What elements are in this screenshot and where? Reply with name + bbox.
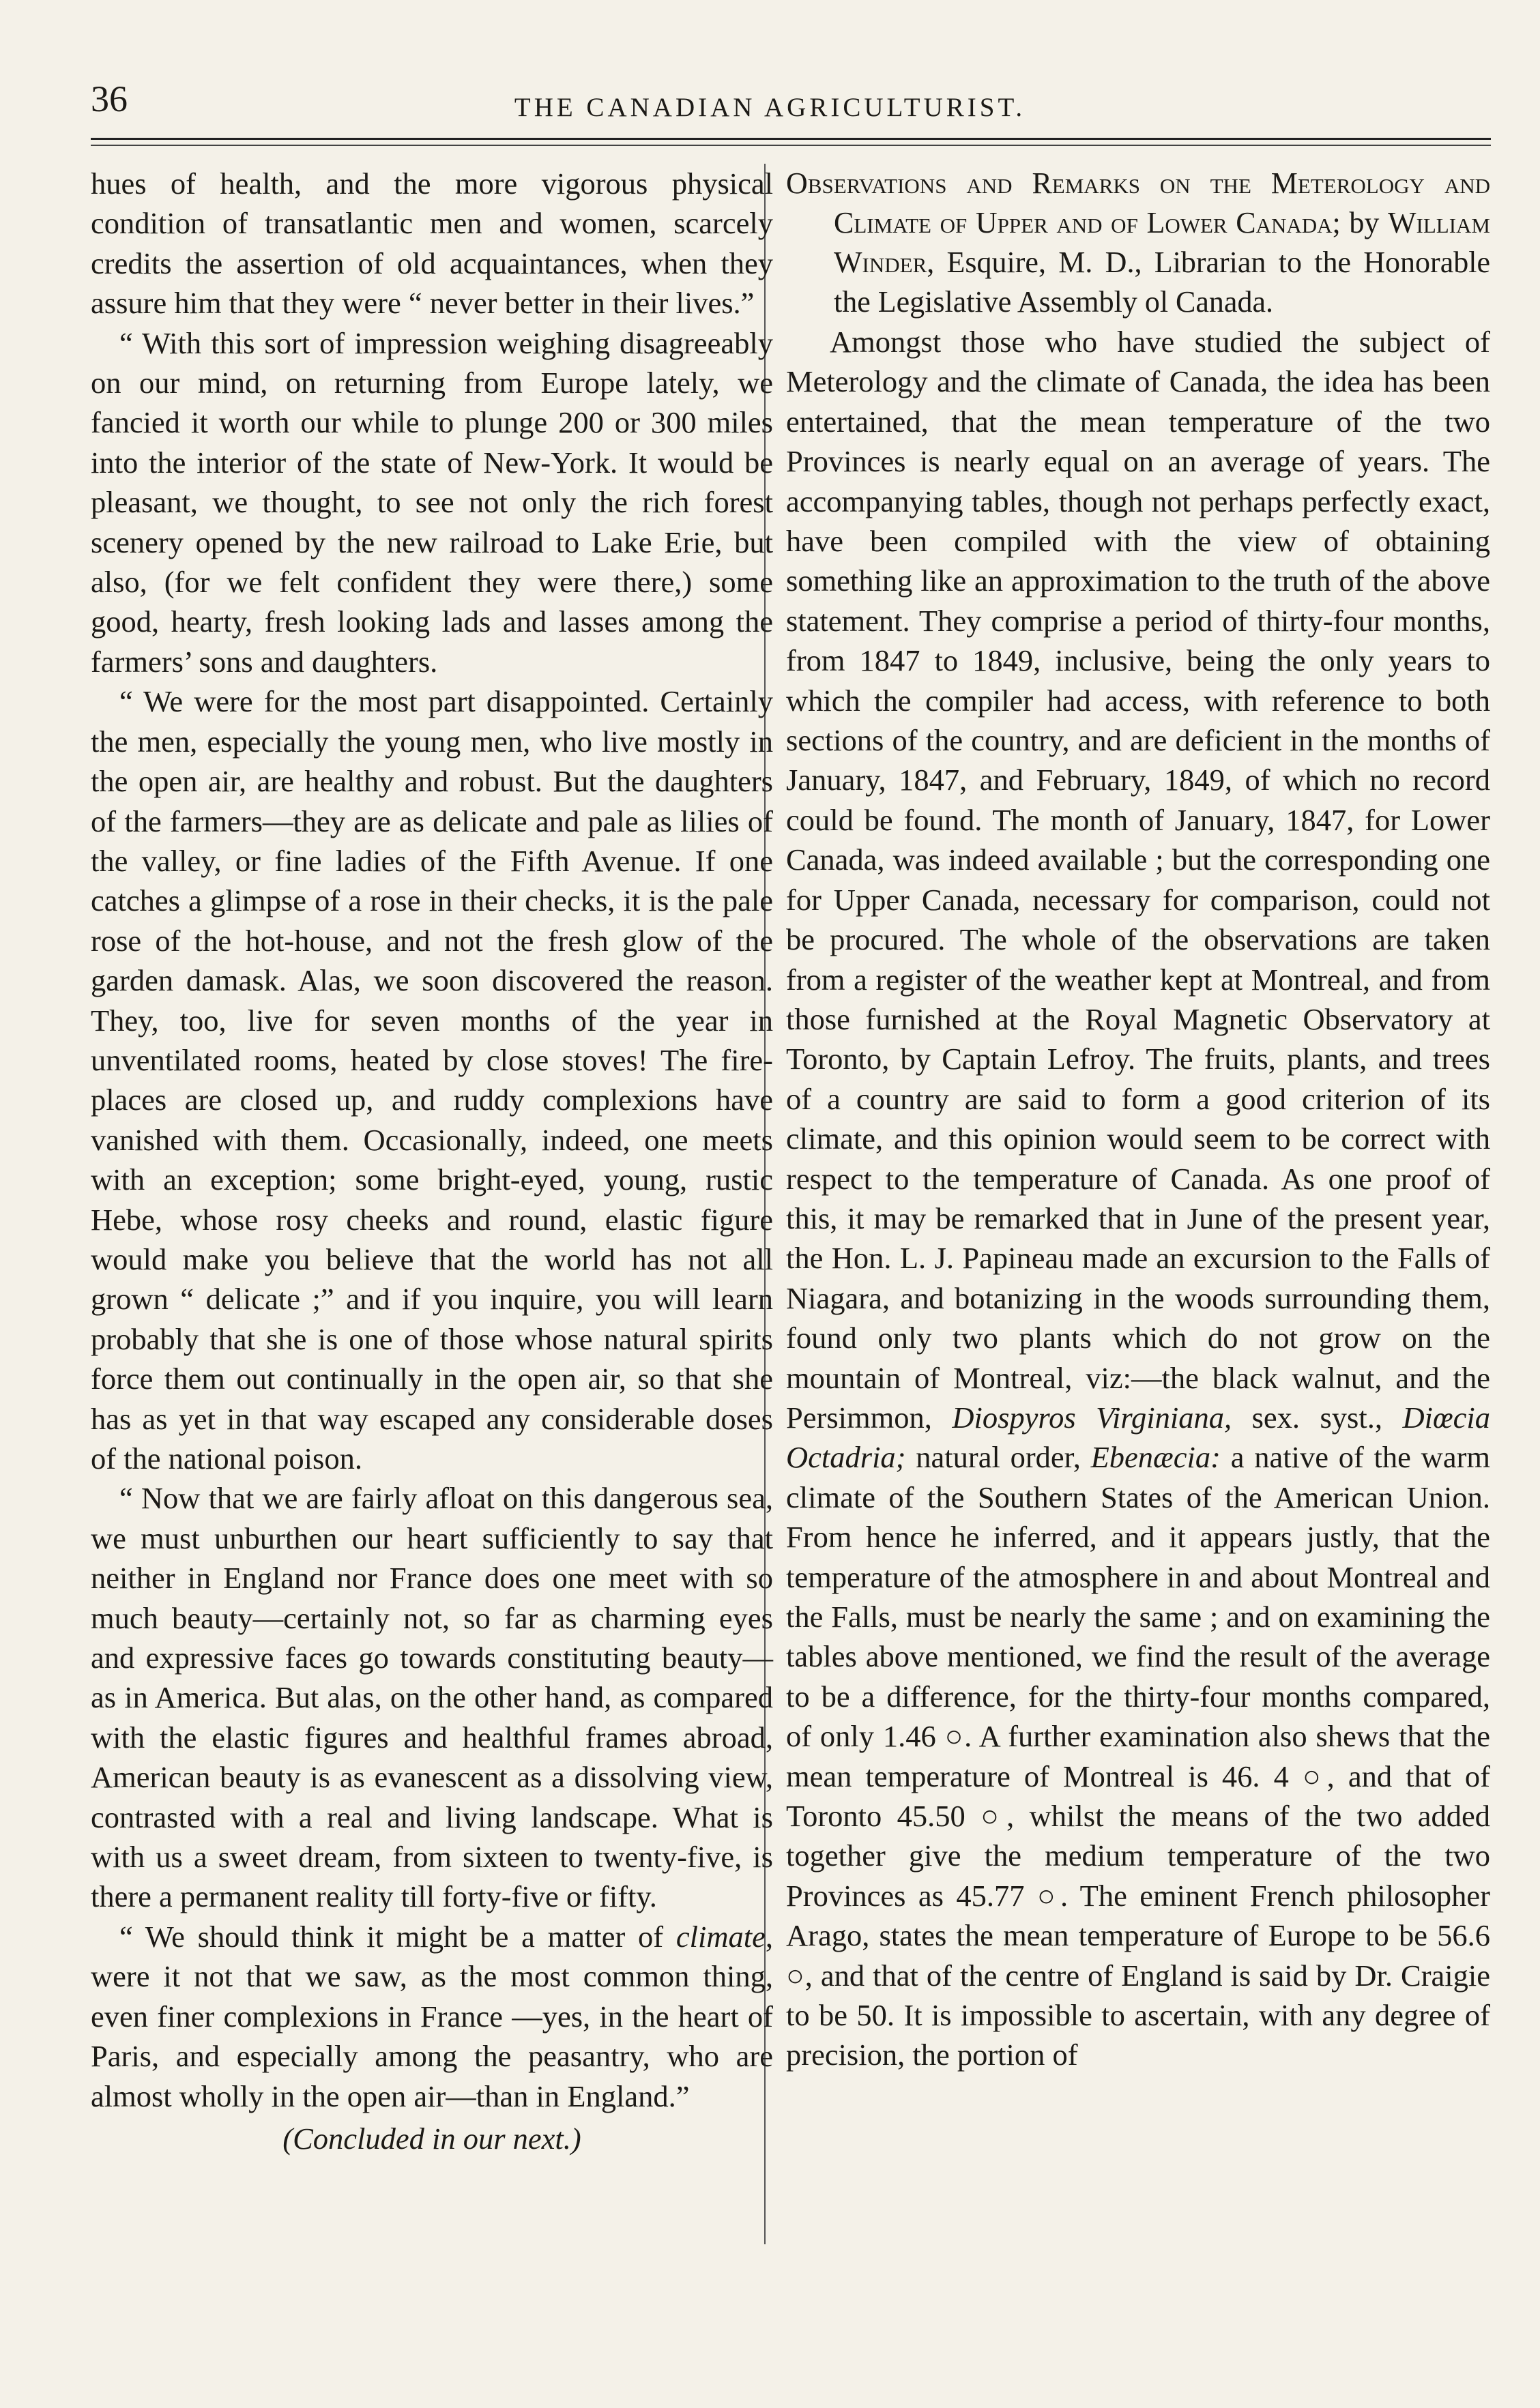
header-rule-secondary [91, 145, 1491, 146]
left-paragraph-2: “ With this sort of impression weighing disagreeably on our mind, on returning from Europe lately, we fancied it worth our while to plunge 200 or 300 miles into the interior of the state of New-York. It would be pleasant, we thought, to see not only the rich forest scenery opened by the new railroad to Lake Erie, but also, (for we felt confident they were there,) some good, hearty, fresh looking lads and lasses among the farmers’ sons and daughters. [91, 325, 773, 679]
article-body [786, 322, 1490, 2075]
article-title-main: Observations and Remarks on the Meterology and Climate of Upper and of Lower Canada [786, 166, 1490, 239]
article-author: William Winder [834, 206, 1490, 279]
right-column [786, 164, 1490, 2075]
article-title-rest: , Esquire, M. D., Librarian to the Honorable the Legislative Assembly ol Canada. [834, 246, 1490, 319]
left-paragraph-5-start: “ We should think it might be a matter of [119, 1919, 676, 1954]
header-rule [91, 138, 1491, 140]
article-body-a: Amongst those who have studied the subject of Meterology and the climate of Canada, the idea has been entertained, that the mean temperature of the two Provinces is nearly equal on an average of years. The accompanying tables, though not perhaps perfectly exact, have been compiled with the view of obtaining something like an approximation to the truth of the above statement. They comprise a period of thirty-four months, from 1847 to 1849, inclusive, being the only years to which the compiler had access, with reference to both sections of the country, and are deficient in the months of January, 1847, and February, 1849, of which no record could be found. The month of January, 1847, for Lower Canada, was indeed available ; but the corresponding one for Upper Canada, necessary for comparison, could not be procured. The whole of the observations are taken from a register of the weather kept at Montreal, and from those furnished at the Royal Magnetic Observatory at Toronto, by Captain Lefroy. The fruits, plants, and trees of a country are said to form a good criterion of its climate, and this opinion would seem to be correct with respect to the temperature of Canada. As one proof of this, it may be remarked that in June of the present year, the Hon. L. J. Papineau made an excursion to the Falls of Niagara, and botanizing in the woods surrounding them, found only two plants which do not grow on the mountain of Montreal, viz:—the black walnut, and the Persimmon, [786, 325, 1490, 1435]
left-paragraph-3: “ We were for the most part disappointed. Certainly the men, especially the young men, who live mostly in the open air, are healthy and robust. But the daughters of the farmers—they are as delicate and pale as lilies of the valley, or fine ladies of the Fifth Avenue. If one catches a glimpse of a rose in their checks, it is the pale rose of the hot-house, and not the fresh glow of the garden damask. Alas, we soon discovered the reason. They, too, live for seven months of the year in unventilated rooms, heated by close stoves! The fire-places are closed up, and ruddy complexions have vanished with them. Occasionally, indeed, one meets with an exception; some bright-eyed, young, rustic Hebe, whose rosy cheeks and round, elastic figure would make you believe that the world has not all grown “ delicate ;” and if you inquire, you will learn probably that she is one of those whose natural spirits force them out continually in the open air, so that she has as yet in that way escaped any considerable doses of the national poison. [91, 684, 773, 1475]
left-paragraph-4: “ Now that we are fairly afloat on this dangerous sea, we must unburthen our heart sufficiently to say that neither in England nor France does one meet with so much beauty—certainly not, so far as charming eyes and expressive faces go towards constituting beauty—as in America. But alas, on the other hand, as compared with the elastic figures and healthful frames abroad, American beauty is as evanescent as a dissolving view, contrasted with a real and living landscape. What is with us a sweet dream, from sixteen to twenty-five, is there a permanent reality till forty-five or fifty. [91, 1481, 773, 1914]
species-name: Diospyros Virginiana, [952, 1400, 1232, 1435]
article-body-d: a native of the warm climate of the Southern States of the American Union. From hence he inferred, and it appears justly, that the temperature of the atmosphere in and about Montreal and the Falls, must be nearly the same ; and on examining the tables above mentioned, we find the result of the average to be a difference, for the thirty-four months compared, of only 1.46 ○. A further examination also shews that the mean temperature of Montreal is 46. 4 ○, and that of Toronto 45.50 ○, whilst the means of the two added together give the medium temperature of the two Provinces as 45.77 ○. The eminent French philosopher Arago, states the mean temperature of Europe to be 56.6 ○, and that of the centre of England is said by Dr. Craigie to be 50. It is impossible to ascertain, with any degree of precision, the portion of [786, 1440, 1491, 2072]
article-body-b: sex. syst., [1232, 1400, 1403, 1435]
left-column [91, 164, 773, 2158]
left-paragraph-5-end: , were it not that we saw, as the most common thing, even finer complexions in France —yes, in the heart of Paris, and especially among the peasantry, who are almost wholly in the open air—than in England.” [91, 1919, 773, 2113]
sexual-system-class: Diœcia Octadria; [786, 1400, 1490, 1475]
left-paragraph-1: hues of health, and the more vigorous physical condition of transatlantic men and women, scarcely credits the assertion of old acquaintances, when they assure him that they were “ never better in their lives.” [91, 166, 773, 321]
left-paragraph-5 [91, 1917, 773, 2116]
concluded-note: (Concluded in our next.) [282, 2121, 581, 2156]
running-head: THE CANADIAN AGRICULTURIST. [514, 93, 1026, 122]
article-body-c: natural order, [905, 1440, 1091, 1475]
article-title [786, 164, 1490, 322]
article-title-by: ; by [1332, 206, 1388, 239]
left-paragraph-5-emphasis: climate [675, 1919, 766, 1954]
natural-order-name: Ebenæcia: [1090, 1440, 1221, 1475]
page-number: 36 [91, 78, 128, 119]
